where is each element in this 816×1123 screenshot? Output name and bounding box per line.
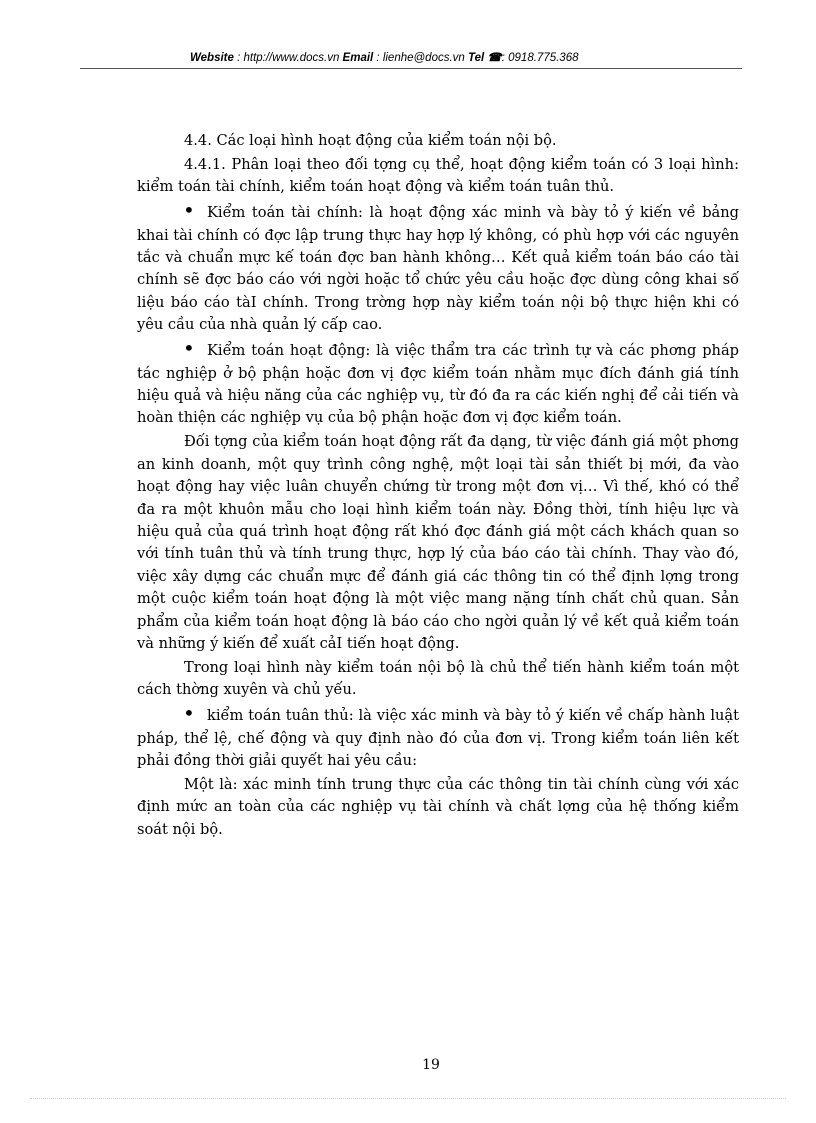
bullet-text: Kiểm toán hoạt động: là việc thẩm tra các trình tự và các phơng pháp tác nghiệp ở bộ phận hoặc đơn vị đợc kiểm toán nhằm mục đích đánh giá tính hiệu quả và hiệu năng của các nghiệp vụ, từ đó đa ra các kiến nghị để cải tiến và hoàn thiện các nghiệp vụ của bộ phận hoặc đơn vị đợc kiểm toán. (137, 342, 739, 427)
website-label: Website (190, 52, 234, 64)
bullet-icon: • (183, 701, 195, 726)
paragraph-internal-audit-role: Trong loại hình này kiểm toán nội bộ là chủ thể tiến hành kiểm toán một cách thờng xuyên và chủ yếu. (137, 658, 739, 699)
paragraph-operational-subject: Đối tợng của kiểm toán hoạt động rất đa dạng, từ việc đánh giá một phơng an kinh doanh, một quy trình công nghệ, một loại tài sản thiết bị mới, đa vào hoạt động hay việc luân chuyển chứng từ trong một đơn vị… Vì thế, khó có thể đa ra một khuôn mẫu cho loại hình kiểm toán này. Đồng thời, tính hiệu lực và hiệu quả của quá trình hoạt động rất khó đợc đánh giá một cách khách quan so với tính tuân thủ và tính trung thực, hợp lý của báo cáo tài chính. Thay vào đó, việc xây dựng các chuẩn mực để đánh giá các thông tin có thể định lợng trong một cuộc kiểm toán hoạt động là một việc mang nặng tính chất chủ quan. Sản phẩm của kiểm toán hoạt động là báo cáo cho ngời quản lý về kết quả kiểm toán và những ý kiến để xuất cảI tiến hoạt động. (137, 433, 739, 652)
bullet-icon: • (183, 336, 195, 361)
section-heading: 4.4. Các loại hình hoạt động của kiểm toán nội bộ. (184, 132, 557, 149)
paragraph-classification: 4.4.1. Phân loại theo đối tợng cụ thể, hoạt động kiểm toán có 3 loại hình: kiểm toán tài chính, kiểm toán hoạt động và kiểm toán tuân thủ. (137, 155, 739, 196)
paragraph-requirement-one: Một là: xác minh tính trung thực của các thông tin tài chính cùng với xác định mức an toàn của các nghiệp vụ tài chính và chất lợng của hệ thống kiểm soát nội bộ. (137, 775, 739, 838)
tel-value: : 0918.775.368 (501, 52, 579, 64)
bullet-text: Kiểm toán tài chính: là hoạt động xác minh và bày tỏ ý kiến về bảng khai tài chính có đợc lập trung thực hay hợp lý không, có phù hợp với các nguyên tắc và chuẩn mực kế toán đợc ban hành không… Kết quả kiểm toán báo cáo tài chính sẽ đợc báo cáo với ngời hoặc tổ chức yêu cầu hoặc đợc dùng công khai số liệu báo cáo tàI chính. Trong trờng hợp này kiểm toán nội bộ thực hiện khi có yêu cầu của nhà quản lý cấp cao. (137, 204, 739, 334)
website-value: : http://www.docs.vn (233, 52, 343, 64)
email-label: Email (342, 52, 374, 64)
bullet-financial-audit (137, 200, 739, 336)
phone-icon: ☎ (487, 52, 502, 64)
page-number: 19 (422, 1057, 440, 1073)
footer-divider (30, 1098, 786, 1099)
bullet-icon: • (183, 198, 195, 223)
tel-label: Tel (468, 52, 485, 64)
header-divider (80, 68, 742, 69)
page-header (190, 50, 690, 64)
bullet-compliance-audit (137, 703, 739, 772)
email-value: : lienhe@docs.vn (373, 52, 469, 64)
document-body (137, 130, 739, 843)
bullet-operational-audit (137, 338, 739, 430)
bullet-text: kiểm toán tuân thủ: là việc xác minh và bày tỏ ý kiến về chấp hành luật pháp, thể lệ, chế động và quy định nào đó của đơn vị. Trong kiểm toán liên kết phải đồng thời giải quyết hai yêu cầu: (137, 707, 739, 769)
